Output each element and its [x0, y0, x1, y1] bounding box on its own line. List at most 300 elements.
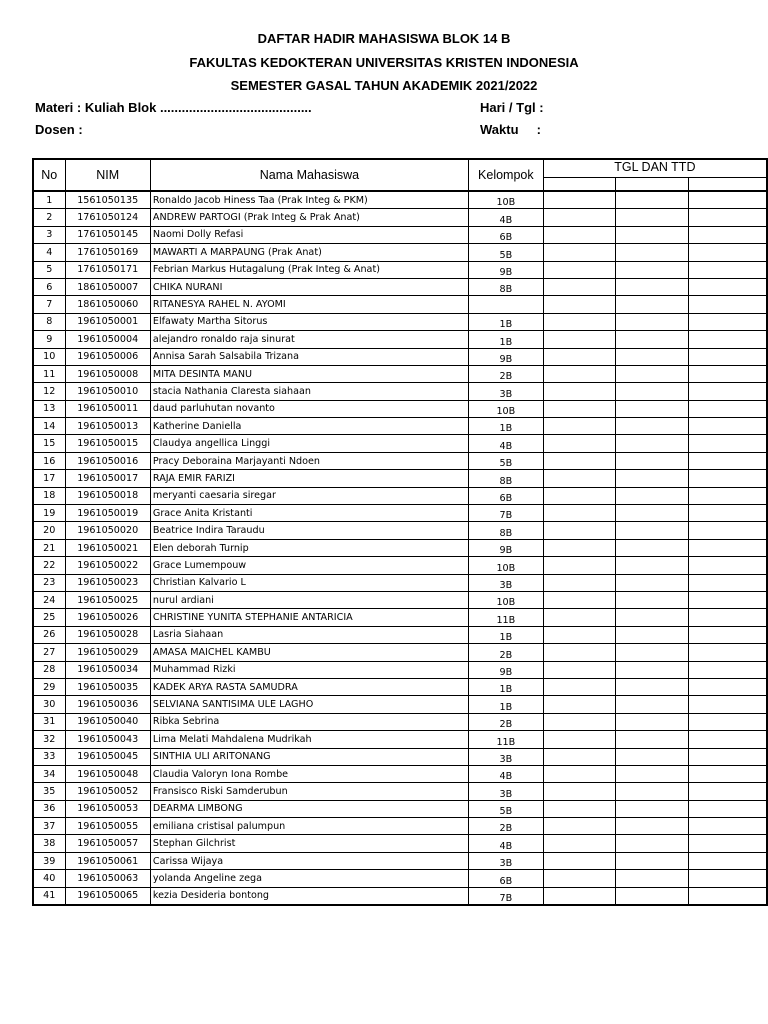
- sign-col-1-header: [543, 177, 616, 191]
- signature-cell[interactable]: [689, 626, 767, 643]
- row-nama: SINTHIA ULI ARITONANG: [150, 748, 468, 765]
- signature-cell[interactable]: [689, 470, 767, 487]
- row-nama: emiliana cristisal palumpun: [150, 818, 468, 835]
- signature-cell[interactable]: [689, 765, 767, 782]
- row-no: 17: [33, 470, 65, 487]
- row-kelompok: 8B: [468, 522, 543, 539]
- signature-cell[interactable]: [543, 852, 616, 869]
- signature-cell[interactable]: [616, 365, 689, 382]
- signature-cell[interactable]: [616, 522, 689, 539]
- table-row: [33, 644, 767, 661]
- row-nama: SELVIANA SANTISIMA ULE LAGHO: [150, 696, 468, 713]
- row-nama: yolanda Angeline zega: [150, 870, 468, 887]
- row-kelompok: 9B: [468, 261, 543, 278]
- row-nama: AMASA MAICHEL KAMBU: [150, 644, 468, 661]
- signature-cell[interactable]: [543, 209, 616, 226]
- signature-cell[interactable]: [616, 696, 689, 713]
- row-nama: CHRISTINE YUNITA STEPHANIE ANTARICIA: [150, 609, 468, 626]
- signature-cell[interactable]: [689, 505, 767, 522]
- table-row: [33, 226, 767, 243]
- signature-cell[interactable]: [543, 626, 616, 643]
- signature-cell[interactable]: [689, 365, 767, 382]
- signature-cell[interactable]: [543, 609, 616, 626]
- signature-cell[interactable]: [616, 678, 689, 695]
- signature-cell[interactable]: [689, 644, 767, 661]
- row-nim: 1961050016: [65, 452, 150, 469]
- signature-cell[interactable]: [616, 244, 689, 261]
- row-kelompok: 1B: [468, 313, 543, 330]
- row-kelompok: 1B: [468, 678, 543, 695]
- row-nama: Claudya angellica Linggi: [150, 435, 468, 452]
- table-row: [33, 713, 767, 730]
- row-nim: 1761050145: [65, 226, 150, 243]
- signature-cell[interactable]: [616, 296, 689, 313]
- row-nim: 1961050043: [65, 731, 150, 748]
- row-no: 3: [33, 226, 65, 243]
- signature-cell[interactable]: [616, 470, 689, 487]
- row-no: 4: [33, 244, 65, 261]
- row-nim: 1961050026: [65, 609, 150, 626]
- row-no: 25: [33, 609, 65, 626]
- signature-cell[interactable]: [616, 418, 689, 435]
- table-row: [33, 557, 767, 574]
- signature-cell[interactable]: [689, 296, 767, 313]
- row-nama: Naomi Dolly Refasi: [150, 226, 468, 243]
- signature-cell[interactable]: [616, 887, 689, 905]
- row-nim: 1961050063: [65, 870, 150, 887]
- table-row: [33, 505, 767, 522]
- signature-cell[interactable]: [689, 191, 767, 209]
- signature-cell[interactable]: [616, 452, 689, 469]
- row-nim: 1961050025: [65, 591, 150, 608]
- row-kelompok: 2B: [468, 365, 543, 382]
- row-nim: 1961050008: [65, 365, 150, 382]
- signature-cell[interactable]: [689, 852, 767, 869]
- signature-cell[interactable]: [543, 348, 616, 365]
- signature-cell[interactable]: [689, 870, 767, 887]
- table-row: [33, 765, 767, 782]
- waktu-label: Waktu :: [480, 122, 541, 137]
- signature-cell[interactable]: [543, 748, 616, 765]
- signature-cell[interactable]: [543, 783, 616, 800]
- sign-col-3-header: [689, 177, 767, 191]
- table-row: [33, 870, 767, 887]
- table-row: [33, 365, 767, 382]
- row-no: 19: [33, 505, 65, 522]
- row-kelompok: 2B: [468, 818, 543, 835]
- signature-cell[interactable]: [689, 818, 767, 835]
- signature-cell[interactable]: [689, 661, 767, 678]
- row-nim: 1761050171: [65, 261, 150, 278]
- row-nim: 1961050052: [65, 783, 150, 800]
- row-nama: Lima Melati Mahdalena Mudrikah: [150, 731, 468, 748]
- row-no: 8: [33, 313, 65, 330]
- row-kelompok: 3B: [468, 852, 543, 869]
- table-row: [33, 296, 767, 313]
- signature-cell[interactable]: [543, 574, 616, 591]
- signature-cell[interactable]: [616, 765, 689, 782]
- signature-cell[interactable]: [543, 261, 616, 278]
- signature-cell[interactable]: [616, 505, 689, 522]
- row-nim: 1961050045: [65, 748, 150, 765]
- row-kelompok: 1B: [468, 626, 543, 643]
- row-kelompok: 7B: [468, 887, 543, 905]
- signature-cell[interactable]: [616, 191, 689, 209]
- row-kelompok: 6B: [468, 226, 543, 243]
- signature-cell[interactable]: [543, 278, 616, 295]
- signature-cell[interactable]: [616, 835, 689, 852]
- signature-cell[interactable]: [543, 557, 616, 574]
- row-no: 36: [33, 800, 65, 817]
- signature-cell[interactable]: [689, 383, 767, 400]
- row-nama: alejandro ronaldo raja sinurat: [150, 331, 468, 348]
- row-nim: 1961050035: [65, 678, 150, 695]
- signature-cell[interactable]: [616, 278, 689, 295]
- row-nama: RITANESYA RAHEL N. AYOMI: [150, 296, 468, 313]
- signature-cell[interactable]: [616, 626, 689, 643]
- table-row: [33, 244, 767, 261]
- row-no: 23: [33, 574, 65, 591]
- row-kelompok: 5B: [468, 452, 543, 469]
- row-nim: 1961050057: [65, 835, 150, 852]
- signature-cell[interactable]: [689, 591, 767, 608]
- table-row: [33, 887, 767, 905]
- signature-cell[interactable]: [543, 696, 616, 713]
- row-kelompok: 10B: [468, 191, 543, 209]
- signature-cell[interactable]: [616, 852, 689, 869]
- table-row: [33, 278, 767, 295]
- row-kelompok: 8B: [468, 278, 543, 295]
- signature-cell[interactable]: [543, 191, 616, 209]
- signature-cell[interactable]: [616, 209, 689, 226]
- row-nim: 1961050001: [65, 313, 150, 330]
- table-row: [33, 470, 767, 487]
- signature-cell[interactable]: [689, 800, 767, 817]
- signature-cell[interactable]: [689, 261, 767, 278]
- signature-cell[interactable]: [616, 539, 689, 556]
- signature-cell[interactable]: [689, 609, 767, 626]
- row-kelompok: 10B: [468, 400, 543, 417]
- row-no: 1: [33, 191, 65, 209]
- table-row: [33, 313, 767, 330]
- signature-cell[interactable]: [616, 261, 689, 278]
- row-nim: 1961050048: [65, 765, 150, 782]
- signature-cell[interactable]: [616, 557, 689, 574]
- signature-cell[interactable]: [689, 783, 767, 800]
- row-kelompok: 4B: [468, 765, 543, 782]
- row-nama: Grace Lumempouw: [150, 557, 468, 574]
- signature-cell[interactable]: [689, 522, 767, 539]
- signature-cell[interactable]: [689, 418, 767, 435]
- row-no: 22: [33, 557, 65, 574]
- table-row: [33, 678, 767, 695]
- signature-cell[interactable]: [543, 435, 616, 452]
- row-kelompok: 1B: [468, 418, 543, 435]
- row-kelompok: 3B: [468, 783, 543, 800]
- signature-cell[interactable]: [543, 226, 616, 243]
- row-nama: Muhammad Rizki: [150, 661, 468, 678]
- semester-title: SEMESTER GASAL TAHUN AKADEMIK 2021/2022: [230, 78, 538, 93]
- table-row: [33, 574, 767, 591]
- row-no: 41: [33, 887, 65, 905]
- row-no: 31: [33, 713, 65, 730]
- signature-cell[interactable]: [616, 609, 689, 626]
- signature-cell[interactable]: [543, 591, 616, 608]
- row-no: 12: [33, 383, 65, 400]
- row-nim: 1961050028: [65, 626, 150, 643]
- table-row: [33, 487, 767, 504]
- signature-cell[interactable]: [616, 313, 689, 330]
- signature-cell[interactable]: [689, 487, 767, 504]
- row-nim: 1961050004: [65, 331, 150, 348]
- signature-cell[interactable]: [689, 539, 767, 556]
- table-row: [33, 418, 767, 435]
- row-kelompok: 3B: [468, 383, 543, 400]
- row-no: 27: [33, 644, 65, 661]
- signature-cell[interactable]: [616, 226, 689, 243]
- signature-cell[interactable]: [689, 435, 767, 452]
- signature-cell[interactable]: [616, 383, 689, 400]
- signature-cell[interactable]: [543, 505, 616, 522]
- row-nama: daud parluhutan novanto: [150, 400, 468, 417]
- signature-cell[interactable]: [689, 348, 767, 365]
- row-no: 15: [33, 435, 65, 452]
- signature-cell[interactable]: [689, 696, 767, 713]
- row-nama: Lasria Siahaan: [150, 626, 468, 643]
- signature-cell[interactable]: [616, 400, 689, 417]
- signature-cell[interactable]: [616, 818, 689, 835]
- signature-cell[interactable]: [543, 731, 616, 748]
- row-no: 29: [33, 678, 65, 695]
- row-nim: 1961050055: [65, 818, 150, 835]
- table-row: [33, 435, 767, 452]
- signature-cell[interactable]: [543, 452, 616, 469]
- row-kelompok: 11B: [468, 731, 543, 748]
- table-row: [33, 661, 767, 678]
- faculty-title: FAKULTAS KEDOKTERAN UNIVERSITAS KRISTEN INDONESIA: [189, 55, 579, 70]
- signature-cell[interactable]: [543, 661, 616, 678]
- signature-cell[interactable]: [689, 400, 767, 417]
- signature-cell[interactable]: [543, 644, 616, 661]
- signature-cell[interactable]: [543, 818, 616, 835]
- signature-cell[interactable]: [689, 244, 767, 261]
- table-row: [33, 783, 767, 800]
- signature-cell[interactable]: [616, 487, 689, 504]
- signature-cell[interactable]: [616, 574, 689, 591]
- table-row: [33, 818, 767, 835]
- row-no: 24: [33, 591, 65, 608]
- signature-cell[interactable]: [616, 800, 689, 817]
- row-no: 16: [33, 452, 65, 469]
- row-nim: 1961050036: [65, 696, 150, 713]
- row-no: 39: [33, 852, 65, 869]
- row-nim: 1861050060: [65, 296, 150, 313]
- signature-cell[interactable]: [689, 226, 767, 243]
- row-no: 9: [33, 331, 65, 348]
- hari-tgl-label: Hari / Tgl :: [480, 100, 544, 115]
- signature-cell[interactable]: [543, 470, 616, 487]
- row-no: 26: [33, 626, 65, 643]
- signature-cell[interactable]: [543, 713, 616, 730]
- row-nim: 1961050065: [65, 887, 150, 905]
- row-no: 5: [33, 261, 65, 278]
- signature-cell[interactable]: [543, 296, 616, 313]
- row-kelompok: 2B: [468, 713, 543, 730]
- signature-cell[interactable]: [543, 400, 616, 417]
- row-nama: Elen deborah Turnip: [150, 539, 468, 556]
- row-no: 37: [33, 818, 65, 835]
- row-nama: Grace Anita Kristanti: [150, 505, 468, 522]
- signature-cell[interactable]: [616, 591, 689, 608]
- row-nama: MAWARTI A MARPAUNG (Prak Anat): [150, 244, 468, 261]
- header-nama: Nama Mahasiswa: [150, 159, 468, 191]
- row-nama: meryanti caesaria siregar: [150, 487, 468, 504]
- signature-cell[interactable]: [689, 557, 767, 574]
- row-nim: 1961050021: [65, 539, 150, 556]
- row-nim: 1961050018: [65, 487, 150, 504]
- row-kelompok: 3B: [468, 748, 543, 765]
- signature-cell[interactable]: [543, 331, 616, 348]
- signature-cell[interactable]: [689, 278, 767, 295]
- row-kelompok: 1B: [468, 696, 543, 713]
- signature-cell[interactable]: [543, 765, 616, 782]
- signature-cell[interactable]: [616, 348, 689, 365]
- signature-cell[interactable]: [543, 244, 616, 261]
- signature-cell[interactable]: [543, 313, 616, 330]
- header-tgl-ttd: TGL DAN TTD: [543, 159, 767, 177]
- signature-cell[interactable]: [689, 574, 767, 591]
- dosen-label: Dosen :: [35, 122, 83, 137]
- row-kelompok: 5B: [468, 800, 543, 817]
- signature-cell[interactable]: [689, 209, 767, 226]
- row-nim: 1561050135: [65, 191, 150, 209]
- row-nama: Elfawaty Martha Sitorus: [150, 313, 468, 330]
- row-kelompok: 9B: [468, 348, 543, 365]
- row-nama: Katherine Daniella: [150, 418, 468, 435]
- row-nim: 1961050011: [65, 400, 150, 417]
- row-nim: 1961050020: [65, 522, 150, 539]
- signature-cell[interactable]: [616, 783, 689, 800]
- signature-cell[interactable]: [689, 313, 767, 330]
- row-kelompok: 4B: [468, 209, 543, 226]
- signature-cell[interactable]: [543, 800, 616, 817]
- table-row: [33, 348, 767, 365]
- row-no: 13: [33, 400, 65, 417]
- row-nama: RAJA EMIR FARIZI: [150, 470, 468, 487]
- row-kelompok: 2B: [468, 644, 543, 661]
- signature-cell[interactable]: [689, 713, 767, 730]
- row-kelompok: 4B: [468, 835, 543, 852]
- signature-cell[interactable]: [689, 731, 767, 748]
- signature-cell[interactable]: [543, 365, 616, 382]
- row-nim: 1961050019: [65, 505, 150, 522]
- signature-cell[interactable]: [543, 487, 616, 504]
- row-no: 11: [33, 365, 65, 382]
- row-kelompok: 5B: [468, 244, 543, 261]
- row-kelompok: 4B: [468, 435, 543, 452]
- signature-cell[interactable]: [616, 748, 689, 765]
- signature-cell[interactable]: [689, 887, 767, 905]
- table-row: [33, 383, 767, 400]
- row-kelompok: [468, 296, 543, 313]
- table-row: [33, 331, 767, 348]
- row-nama: stacia Nathania Claresta siahaan: [150, 383, 468, 400]
- signature-cell[interactable]: [543, 678, 616, 695]
- table-row: [33, 522, 767, 539]
- row-nama: KADEK ARYA RASTA SAMUDRA: [150, 678, 468, 695]
- row-nama: nurul ardiani: [150, 591, 468, 608]
- signature-cell[interactable]: [689, 835, 767, 852]
- row-nim: 1961050053: [65, 800, 150, 817]
- row-kelompok: 6B: [468, 870, 543, 887]
- row-no: 14: [33, 418, 65, 435]
- row-no: 30: [33, 696, 65, 713]
- signature-cell[interactable]: [689, 452, 767, 469]
- signature-cell[interactable]: [616, 644, 689, 661]
- table-row: [33, 800, 767, 817]
- signature-cell[interactable]: [543, 522, 616, 539]
- row-no: 34: [33, 765, 65, 782]
- signature-cell[interactable]: [616, 331, 689, 348]
- signature-cell[interactable]: [543, 539, 616, 556]
- table-row: [33, 609, 767, 626]
- signature-cell[interactable]: [616, 435, 689, 452]
- row-no: 20: [33, 522, 65, 539]
- row-kelompok: 10B: [468, 557, 543, 574]
- header-no: No: [33, 159, 65, 191]
- signature-cell[interactable]: [616, 661, 689, 678]
- table-row: [33, 852, 767, 869]
- doc-title: DAFTAR HADIR MAHASISWA BLOK 14 B: [257, 31, 511, 46]
- row-kelompok: 3B: [468, 574, 543, 591]
- row-no: 21: [33, 539, 65, 556]
- signature-cell[interactable]: [689, 678, 767, 695]
- row-nim: 1961050013: [65, 418, 150, 435]
- signature-cell[interactable]: [543, 887, 616, 905]
- signature-cell[interactable]: [689, 748, 767, 765]
- row-kelompok: 9B: [468, 539, 543, 556]
- table-row: [33, 400, 767, 417]
- signature-cell[interactable]: [689, 331, 767, 348]
- row-no: 35: [33, 783, 65, 800]
- signature-cell[interactable]: [616, 870, 689, 887]
- row-nim: 1961050029: [65, 644, 150, 661]
- row-no: 28: [33, 661, 65, 678]
- signature-cell[interactable]: [543, 383, 616, 400]
- row-nama: Ronaldo Jacob Hiness Taa (Prak Integ & PKM): [150, 191, 468, 209]
- signature-cell[interactable]: [543, 835, 616, 852]
- row-no: 6: [33, 278, 65, 295]
- row-nim: 1961050010: [65, 383, 150, 400]
- table-row: [33, 748, 767, 765]
- row-nama: Annisa Sarah Salsabila Trizana: [150, 348, 468, 365]
- signature-cell[interactable]: [616, 731, 689, 748]
- table-row: [33, 191, 767, 209]
- attendance-rows: [33, 191, 767, 905]
- table-row: [33, 261, 767, 278]
- row-no: 18: [33, 487, 65, 504]
- signature-cell[interactable]: [616, 713, 689, 730]
- table-row: [33, 452, 767, 469]
- row-nim: 1961050022: [65, 557, 150, 574]
- signature-cell[interactable]: [543, 418, 616, 435]
- row-kelompok: 9B: [468, 661, 543, 678]
- signature-cell[interactable]: [543, 870, 616, 887]
- row-nim: 1961050040: [65, 713, 150, 730]
- row-nama: CHIKA NURANI: [150, 278, 468, 295]
- row-no: 7: [33, 296, 65, 313]
- sign-col-2-header: [616, 177, 689, 191]
